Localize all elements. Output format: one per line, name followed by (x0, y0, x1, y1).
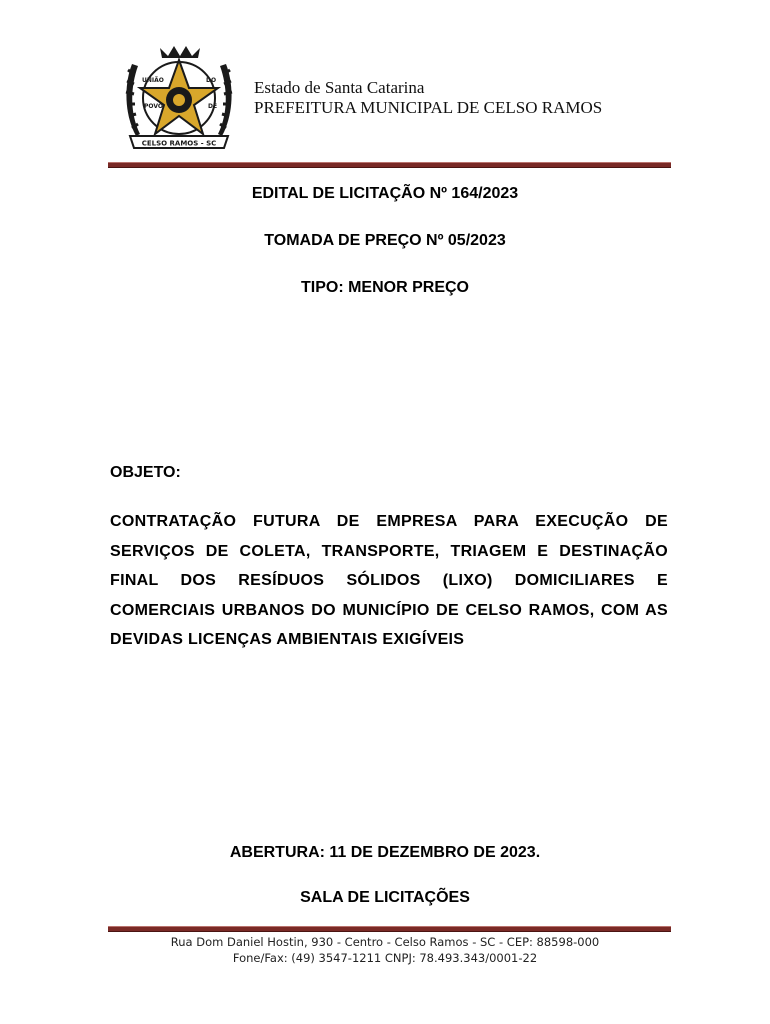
footer-address: Rua Dom Daniel Hostin, 930 - Centro - Celso Ramos - SC - CEP: 88598-000 (170, 935, 600, 949)
objeto-label: OBJETO: (110, 464, 181, 481)
footer-divider (108, 926, 671, 932)
header-divider (108, 162, 671, 168)
crest-text-right2: DE (208, 103, 218, 110)
state-name: Estado de Santa Catarina (254, 78, 425, 97)
abertura-date: ABERTURA: 11 DE DEZEMBRO DE 2023. (229, 844, 541, 861)
crest-text-left: UNIÃO (142, 77, 164, 84)
municipality-name: PREFEITURA MUNICIPAL DE CELSO RAMOS (254, 98, 603, 117)
crest-banner: CELSO RAMOS - SC (141, 139, 217, 148)
crest-text-right: DO (206, 77, 217, 84)
letterhead (254, 78, 602, 118)
crest-text-left2: POVO (144, 103, 163, 110)
footer-contact: Fone/Fax: (49) 3547-1211 CNPJ: 78.493.343/0001-22 (232, 951, 538, 965)
objeto-text: CONTRATAÇÃO FUTURA DE EMPRESA PARA EXECUÇÃO DE SERVIÇOS DE COLETA, TRANSPORTE, TRIAGEM E DESTINAÇÃO FINAL DOS RESÍDUOS SÓLIDOS (LIXO) DOMICILIARES E COMERCIAIS URBANOS DO MUNICÍPIO DE CELSO RAMOS, COM AS DEVIDAS LICENÇAS AMBIENTAIS EXIGÍVEIS (110, 513, 668, 649)
edital-title: EDITAL DE LICITAÇÃO Nº 164/2023 (251, 185, 519, 202)
sala-label: SALA DE LICITAÇÕES (300, 889, 470, 906)
municipal-coat-of-arms-icon (120, 44, 238, 156)
tipo-title: TIPO: MENOR PREÇO (300, 279, 469, 296)
tomada-title: TOMADA DE PREÇO Nº 05/2023 (264, 232, 506, 249)
